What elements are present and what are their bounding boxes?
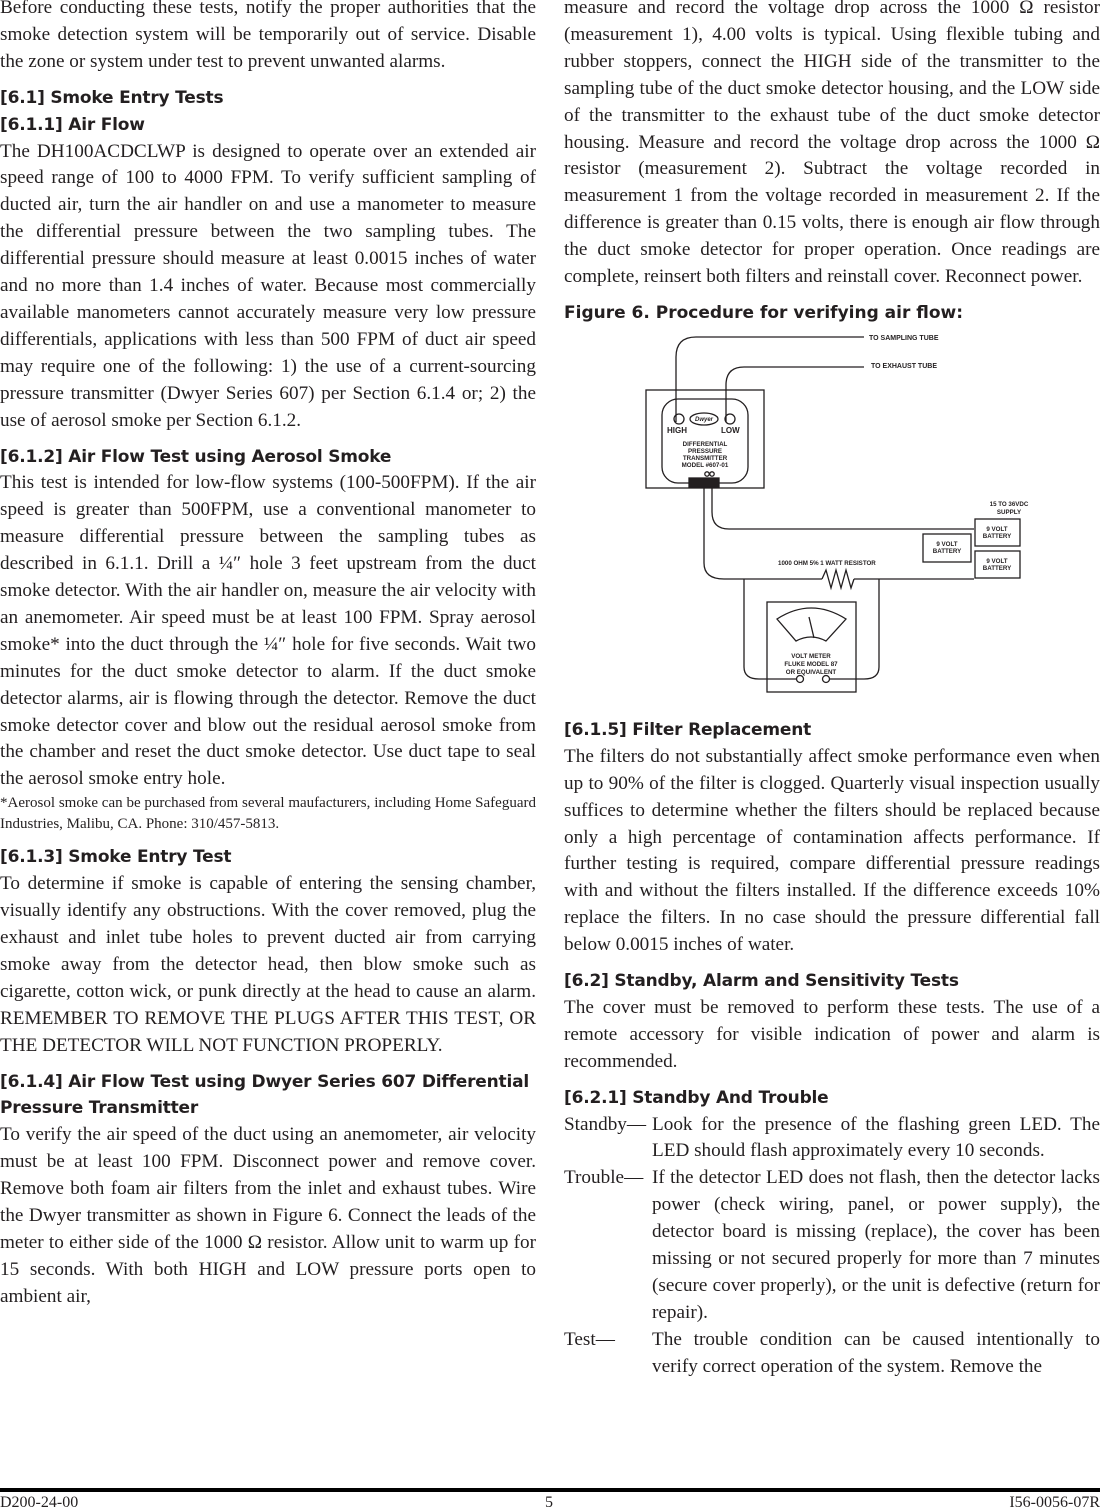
heading-6-2: [6.2] Standby, Alarm and Sensitivity Tests xyxy=(564,971,959,992)
heading-6-1-2: [6.1.2] Air Flow Test using Aerosol Smoke xyxy=(0,446,392,467)
svg-text:TRANSMITTER: TRANSMITTER xyxy=(682,454,728,462)
resistor-label: 1000 OHM 5% 1 WATT RESISTOR xyxy=(778,559,876,567)
svg-text:BATTERY: BATTERY xyxy=(982,564,1012,572)
terminal-block xyxy=(689,478,719,487)
svg-text:BATTERY: BATTERY xyxy=(932,547,962,555)
svg-text:BATTERY: BATTERY xyxy=(982,532,1012,540)
to-sampling-label: TO SAMPLING TUBE xyxy=(869,334,939,342)
paragraph-6-1-1: The DH100ACDCLWP is designed to operate over an extended air speed range of 100 to 4000 FPM. To verify sufficient sampling of ducted air, turn the air handler on and use a manometer to measure the differential pressure between the two sampling tubes. The differential pressure should measure at least 0.0015 inches of water and no more than 1.4 inches of water. Because most commercially available manometers cannot accurately measure very low pressure differentials, applications with less than 500 FPM of duct air speed may require one of the following: 1) the use of a current-sourcing pressure transmitter (Dwyer Series 607) per Section 6.1.4 or; 2) the use of aerosol smoke per Section 6.1.2. xyxy=(0,140,536,431)
footnote: *Aerosol smoke can be purchased from several maufacturers, including Home Safeguard Industries, Malibu, CA. Phone: 310/457-5813. xyxy=(0,795,536,833)
paragraph-6-1-4-continued: measure and record the voltage drop across the 1000 Ω resistor (measurement 1), 4.00 volts is typical. Using flexible tubing and rubber stoppers, connect the HIGH side of the transmitter to the sampling tube of the duct smoke detector housing, and the LOW side of the transmitter to the exhaust tube of the duct smoke detector housing. Measure and record the voltage drop across the 1000 Ω resistor (measurement 2). Subtract the voltage recorded in measurement 1 from the voltage recorded in measurement 2. If the difference is greater than 0.15 volts, there is enough air flow through the duct smoke detector for proper operation. Once readings are complete, reinsert both filters and reinstall cover. Reconnect power. xyxy=(564,0,1100,288)
heading-6-1-4: [6.1.4] Air Flow Test using Dwyer Series 607 Differential Pressure Transmitter xyxy=(0,1071,529,1119)
paragraph-6-2: The cover must be removed to perform these tests. The use of a remote accessory for visible indication of power and alarm is recommended. xyxy=(564,996,1100,1072)
page-number: 5 xyxy=(545,1494,553,1511)
svg-text:PRESSURE: PRESSURE xyxy=(687,447,723,455)
svg-text:9 VOLT: 9 VOLT xyxy=(986,525,1008,533)
heading-6-1-1: [6.1.1] Air Flow xyxy=(0,114,145,135)
high-port-label: HIGH xyxy=(667,425,687,435)
svg-text:15 TO 36VDC: 15 TO 36VDC xyxy=(989,500,1029,508)
right-column xyxy=(564,0,1100,1381)
svg-text:DIFFERENTIAL: DIFFERENTIAL xyxy=(682,440,728,448)
svg-text:MODEL #607-01: MODEL #607-01 xyxy=(681,461,729,469)
meter-negative-terminal xyxy=(823,675,830,682)
svg-text:OR EQUIVALENT: OR EQUIVALENT xyxy=(785,668,837,676)
page-footer xyxy=(0,1488,1100,1511)
svg-text:Dwyer: Dwyer xyxy=(694,416,714,423)
to-exhaust-label: TO EXHAUST TUBE xyxy=(871,362,937,370)
paragraph-6-1-2: This test is intended for low-flow systems (100-500FPM). If the air speed is greater than 500FPM, use a conventional manometer to measure differential pressure between the sampling tubes as described in 6.1.1. Drill a ¼″ hole 3 feet upstream from the duct smoke detector. With the air handler on, measure the air velocity with an anemometer. Air speed must be at least 100 FPM. Spray aerosol smoke* into the duct through the ¼″ hole for five seconds. Wait two minutes for the duct smoke detector to alarm. If the duct smoke detector alarms, air is flowing through the detector. Remove the duct smoke detector cover and blow out the residual aerosol smoke from the chamber and reset the duct smoke detector. Use duct tape to seal the aerosol smoke entry hole. xyxy=(0,472,536,790)
low-port-label: LOW xyxy=(721,425,740,435)
heading-6-1-5: [6.1.5] Filter Replacement xyxy=(564,719,812,740)
definition-trouble: Trouble— If the detector LED does not flash, then the detector lacks power (check wiring, panel, or power supply), the detector board is missing (replace), the cover has been missing or not secured properly for more than 7 minutes (secure cover properly), or the unit is defective (return for repair). xyxy=(564,1167,1100,1323)
left-column xyxy=(0,0,536,1311)
meter-positive-terminal xyxy=(797,675,804,682)
definition-standby: Standby— Look for the presence of the flashing green LED. The LED should flash approximately every 10 seconds. xyxy=(564,1113,1100,1162)
paragraph-6-1-4: To verify the air speed of the duct using an anemometer, air velocity must be at least 100 FPM. Disconnect power and remove cover. Remove both foam air filters from the inlet and exhaust tubes. Wire the Dwyer transmitter as shown in Figure 6. Connect the leads of the meter to either side of the 1000 Ω resistor. Allow unit to warm up for 15 seconds. With both HIGH and LOW pressure ports open to ambient air, xyxy=(0,1124,536,1307)
paragraph-6-1-5: The filters do not substantially affect smoke performance even when up to 90% of the filter is clogged. Quarterly visual inspection usually suffices to determine whether the filters should be replaced because only a high percentage of contamination affects performance. If further testing is required, compare differential pressure readings with and without the filters installed. If the difference exceeds 10% replace the filters. In no case should the pressure differential fall below 0.0015 inches of water. xyxy=(564,745,1100,956)
definition-test: Test— The trouble condition can be caused intentionally to verify correct operation of the system. Remove the xyxy=(564,1328,1100,1377)
resistor-symbol xyxy=(822,570,854,588)
svg-text:FLUKE MODEL 87: FLUKE MODEL 87 xyxy=(784,660,838,668)
svg-text:VOLT METER: VOLT METER xyxy=(791,652,831,660)
svg-text:9 VOLT: 9 VOLT xyxy=(936,540,958,548)
heading-6-2-1: [6.2.1] Standby And Trouble xyxy=(564,1087,829,1108)
paragraph-6-1-3: To determine if smoke is capable of entering the sensing chamber, visually identify any obstructions. With the cover removed, plug the exhaust and inlet tube holes to prevent ducted air from carrying smoke away from the detector head, then blow smoke such as cigarette, cotton wick, or punk directly at the head to cause an alarm. REMEMBER TO REMOVE THE PLUGS AFTER THIS TEST, OR THE DETECTOR WILL NOT FUNCTION PROPERLY. xyxy=(0,873,536,1056)
figure-6-diagram xyxy=(564,327,1100,717)
intro-paragraph: Before conducting these tests, notify the proper authorities that the smoke detection system will be temporarily out of service. Disable the zone or system under test to prevent unwanted alarms. xyxy=(0,0,536,72)
svg-text:SUPPLY: SUPPLY xyxy=(996,508,1022,516)
footer-form-number: I56-0056-07R xyxy=(1009,1494,1100,1511)
footer-doc-id: D200-24-00 xyxy=(0,1494,79,1511)
svg-text:9 VOLT: 9 VOLT xyxy=(986,557,1008,565)
heading-6-1-3: [6.1.3] Smoke Entry Test xyxy=(0,847,232,868)
figure-title: Figure 6. Procedure for verifying air flow: xyxy=(564,302,964,323)
heading-6-1: [6.1] Smoke Entry Tests xyxy=(0,87,224,108)
